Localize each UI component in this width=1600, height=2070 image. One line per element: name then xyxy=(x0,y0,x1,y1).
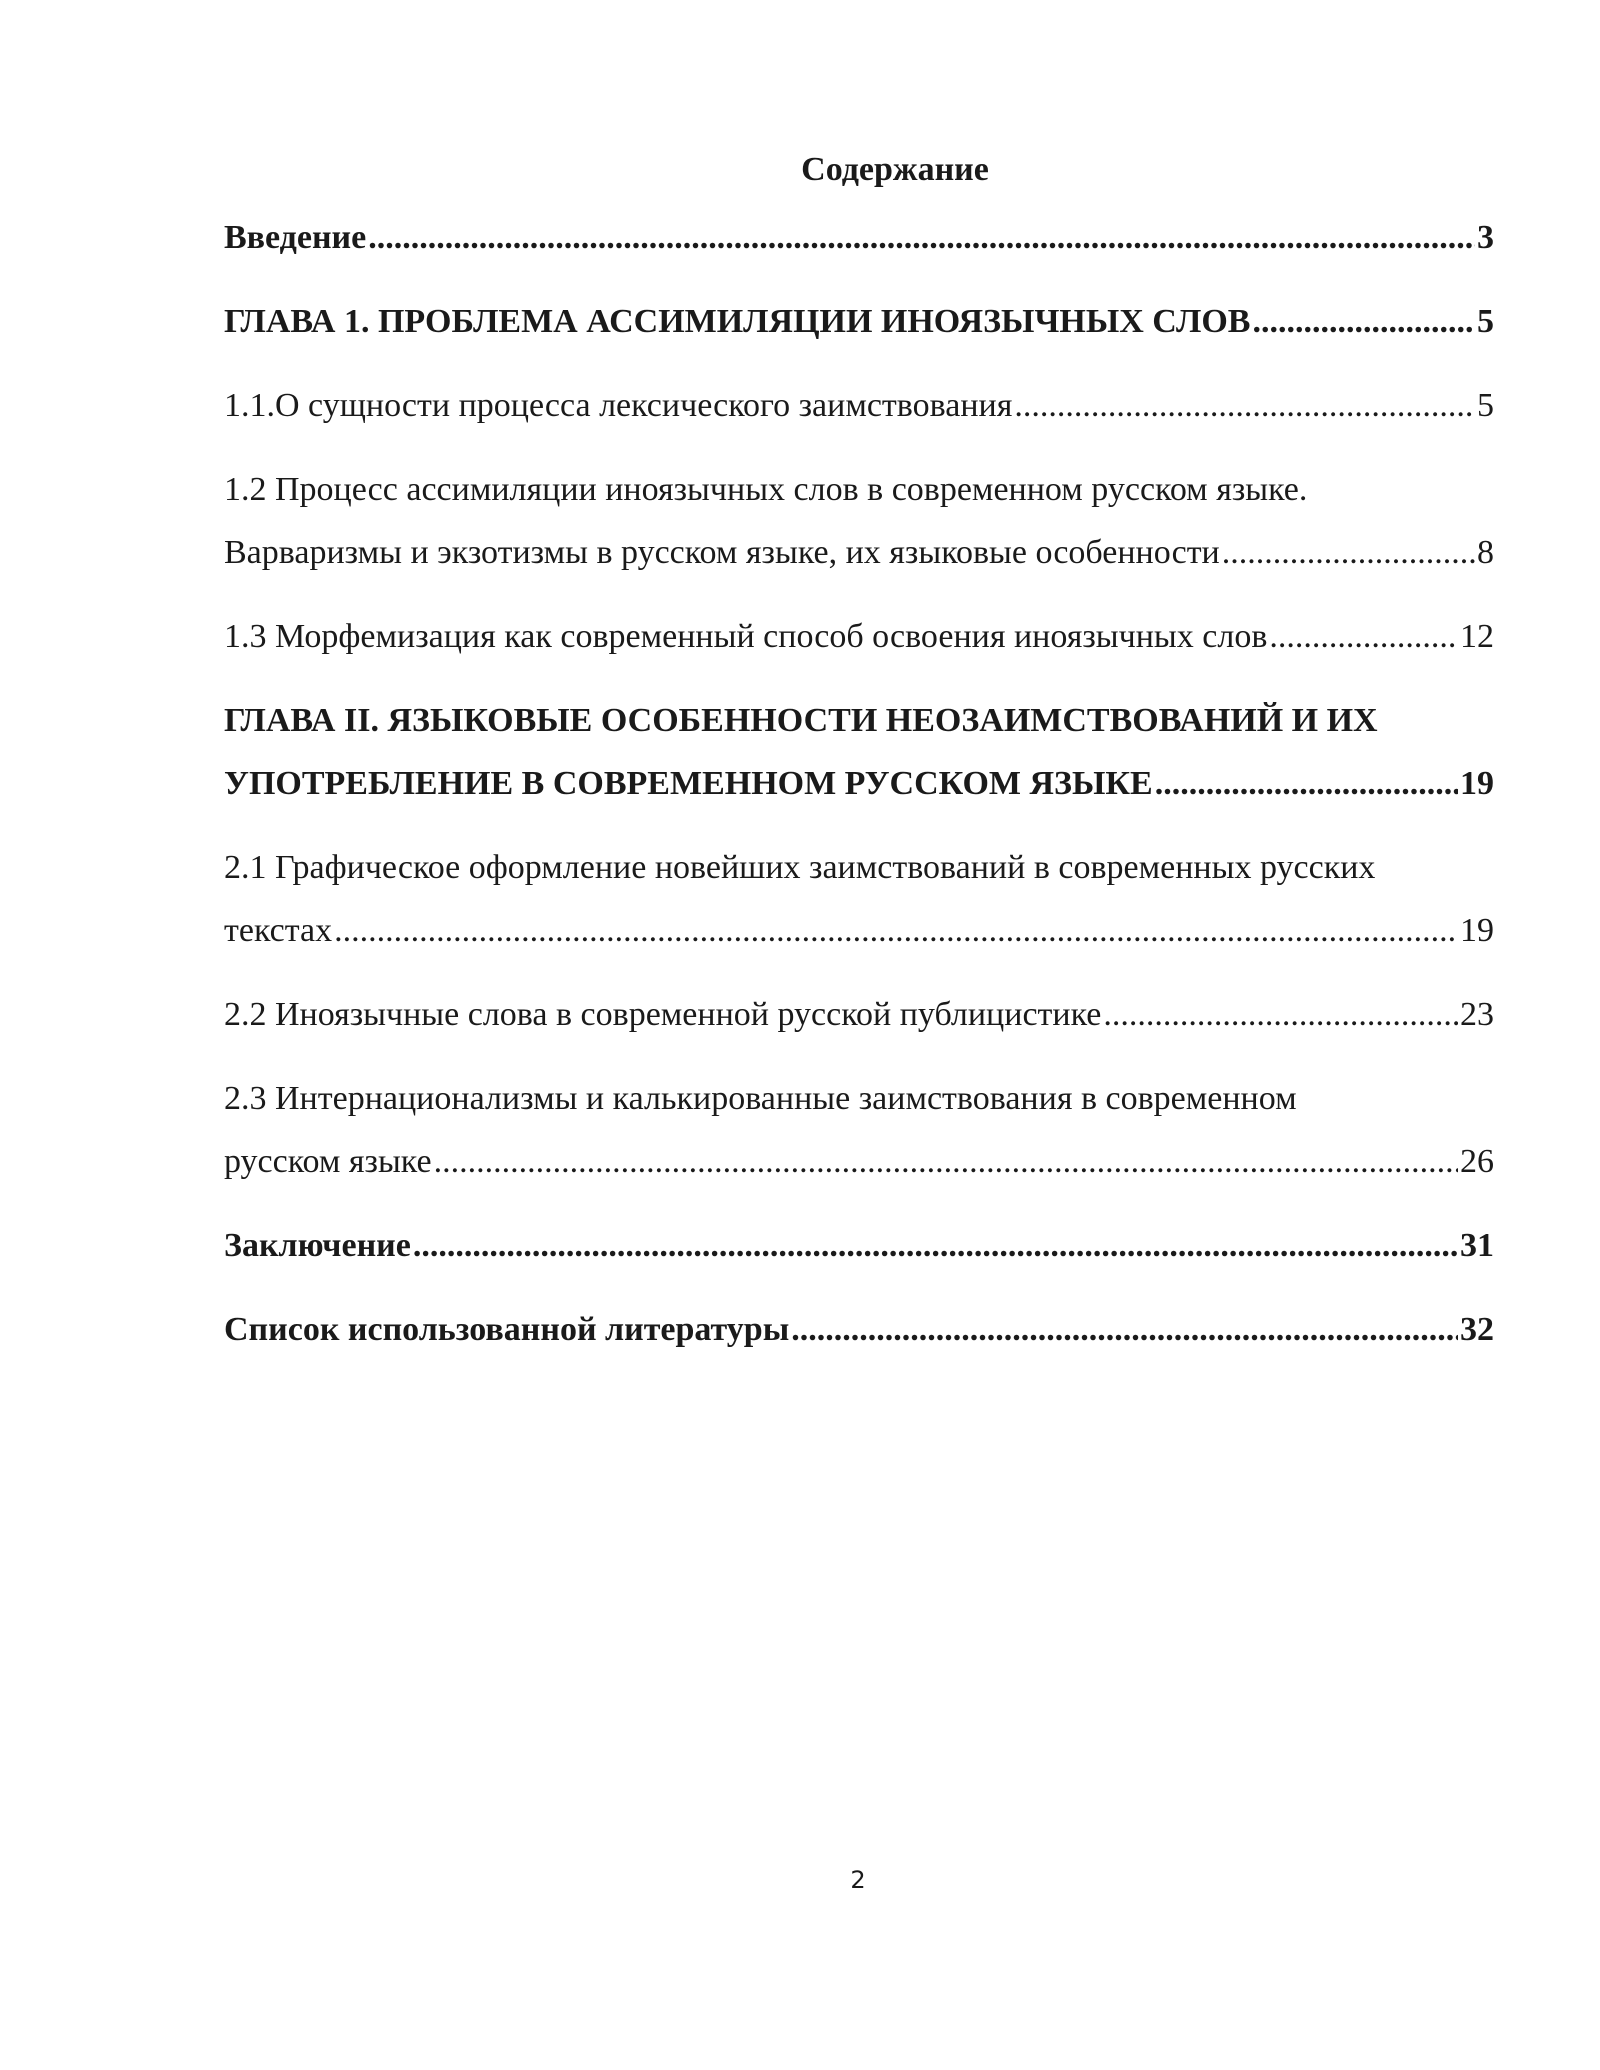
toc-entry-label: Варваризмы и экзотизмы в русском языке, их языковые особенности xyxy=(224,534,1220,571)
toc-entry-bibliography[interactable] xyxy=(224,1298,1494,1361)
toc-entry-page: 19 xyxy=(1460,765,1494,802)
toc-entry-page: 3 xyxy=(1477,219,1494,256)
toc-leader-dots xyxy=(413,1214,1458,1277)
table-of-contents xyxy=(224,206,1494,1361)
toc-entry-page: 31 xyxy=(1460,1227,1494,1264)
toc-entry-chapter-1[interactable] xyxy=(224,290,1494,353)
toc-leader-dots xyxy=(434,1130,1458,1193)
toc-entry-page: 26 xyxy=(1460,1143,1494,1180)
toc-leader-dots xyxy=(1269,605,1458,668)
toc-entry-label: 1.1.О сущности процесса лексического заимствования xyxy=(224,387,1013,424)
toc-entry-page: 8 xyxy=(1477,534,1494,571)
toc-title: Содержание xyxy=(801,151,989,188)
toc-entry-label: текстах xyxy=(224,912,333,949)
toc-leader-dots xyxy=(1014,374,1475,437)
toc-entry-chapter-2[interactable] xyxy=(224,689,1494,815)
toc-entry-section-2-2[interactable] xyxy=(224,983,1494,1046)
toc-entry-label: 1.3 Морфемизация как современный способ освоения иноязычных слов xyxy=(224,618,1268,655)
toc-leader-dots xyxy=(1103,983,1458,1046)
toc-entry-first-line: 2.3 Интернационализмы и калькированные заимствования в современном xyxy=(224,1080,1297,1117)
toc-entry-section-1-3[interactable] xyxy=(224,605,1494,668)
toc-entry-label: русском языке xyxy=(224,1143,432,1180)
toc-entry-section-2-1[interactable] xyxy=(224,836,1494,962)
toc-entry-label: Введение xyxy=(224,219,367,256)
toc-entry-label: УПОТРЕБЛЕНИЕ В СОВРЕМЕННОМ РУССКОМ ЯЗЫКЕ xyxy=(224,765,1153,802)
toc-entry-label: 2.2 Иноязычные слова в современной русской публицистике xyxy=(224,996,1102,1033)
toc-entry-first-line: 1.2 Процесс ассимиляции иноязычных слов в современном русском языке. xyxy=(224,471,1308,508)
toc-entry-introduction[interactable] xyxy=(224,206,1494,269)
toc-entry-page: 19 xyxy=(1460,912,1494,949)
toc-entry-page: 12 xyxy=(1460,618,1494,655)
toc-entry-section-1-2[interactable] xyxy=(224,458,1494,584)
toc-entry-conclusion[interactable] xyxy=(224,1214,1494,1277)
toc-entry-label: Заключение xyxy=(224,1227,411,1264)
toc-entry-page: 5 xyxy=(1477,387,1494,424)
toc-entry-label: Список использованной литературы xyxy=(224,1311,790,1348)
toc-leader-dots xyxy=(334,899,1458,962)
toc-entry-first-line: ГЛАВА II. ЯЗЫКОВЫЕ ОСОБЕННОСТИ НЕОЗАИМСТВОВАНИЙ И ИХ xyxy=(224,702,1378,739)
toc-leader-dots xyxy=(368,206,1475,269)
toc-entry-section-1-1[interactable] xyxy=(224,374,1494,437)
toc-leader-dots xyxy=(1155,752,1458,815)
toc-entry-first-line: 2.1 Графическое оформление новейших заимствований в современных русских xyxy=(224,849,1376,886)
toc-leader-dots xyxy=(1222,521,1475,584)
toc-leader-dots xyxy=(791,1298,1458,1361)
toc-entry-section-2-3[interactable] xyxy=(224,1067,1494,1193)
toc-entry-page: 32 xyxy=(1460,1311,1494,1348)
toc-entry-label: ГЛАВА 1. ПРОБЛЕМА АССИМИЛЯЦИИ ИНОЯЗЫЧНЫХ СЛОВ xyxy=(224,303,1251,340)
toc-entry-page: 23 xyxy=(1460,996,1494,1033)
toc-entry-page: 5 xyxy=(1477,303,1494,340)
page-number: 2 xyxy=(850,1866,866,1894)
toc-leader-dots xyxy=(1252,290,1475,353)
